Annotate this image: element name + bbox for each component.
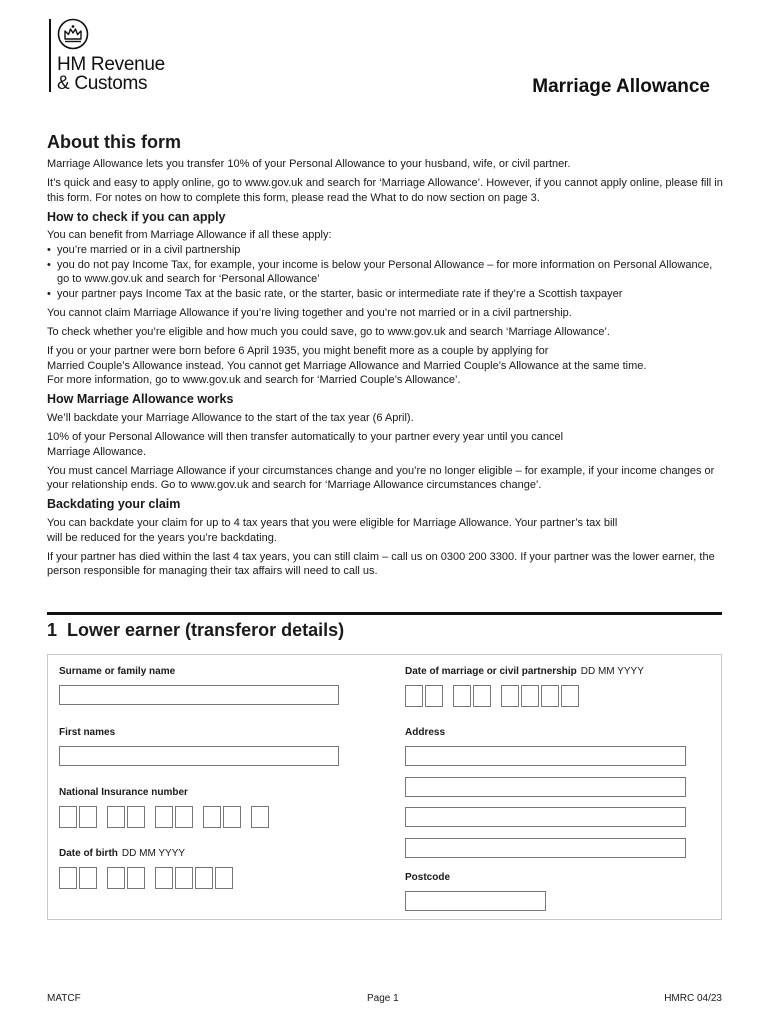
- check-savings: To check whether you’re eligible and how much you could save, go to www.gov.uk and search ‘Marriage Allowance’.: [47, 325, 610, 338]
- marriage-year-cell[interactable]: [561, 685, 579, 707]
- surname-input[interactable]: [59, 685, 339, 705]
- dob-label: [59, 848, 185, 859]
- nino-cell[interactable]: [203, 806, 221, 828]
- works-p3: You must cancel Marriage Allowance if your circumstances change and you’re no longer eligible – for example, if your income changes or your relationship ends. Go to www.gov.uk and search for ‘Marriage Allowance circumstances change’.: [47, 464, 715, 492]
- dob-year-cell[interactable]: [175, 867, 193, 889]
- backdating-p1: [47, 516, 727, 545]
- footer-page-number: Page 1: [367, 993, 399, 1004]
- dob-hint: DD MM YYYY: [121, 848, 186, 859]
- logo-rule: [49, 19, 51, 92]
- marriage-month-cell[interactable]: [453, 685, 471, 707]
- nino-input[interactable]: [59, 806, 269, 828]
- dob-month-cell[interactable]: [127, 867, 145, 889]
- logo-line-1: HM Revenue: [57, 54, 165, 75]
- nino-label: National Insurance number: [59, 787, 188, 798]
- check-intro: You can benefit from Marriage Allowance if all these apply:: [47, 229, 332, 242]
- backdating-p1-line-2: will be reduced for the years you’re backdating.: [47, 531, 277, 544]
- marriage-year-cell[interactable]: [501, 685, 519, 707]
- marriage-day-cell[interactable]: [405, 685, 423, 707]
- about-p1: Marriage Allowance lets you transfer 10% of your Personal Allowance to your husband, wife, or civil partner.: [47, 158, 571, 170]
- backdating-heading: Backdating your claim: [47, 497, 181, 512]
- royal-crown-icon: [57, 18, 89, 50]
- first-names-label: First names: [59, 727, 116, 738]
- marriage-date-input[interactable]: [405, 685, 579, 707]
- postcode-input[interactable]: [405, 891, 546, 911]
- dob-label-text: Date of birth: [59, 848, 118, 859]
- nino-cell[interactable]: [175, 806, 193, 828]
- address-line-4-input[interactable]: [405, 838, 686, 858]
- nino-cell[interactable]: [107, 806, 125, 828]
- nino-cell[interactable]: [155, 806, 173, 828]
- list-item: • your partner pays Income Tax at the basic rate, or the starter, basic or intermediate rate if they’re a Scottish taxpayer: [47, 287, 727, 302]
- works-p1: We’ll backdate your Marriage Allowance to the start of the tax year (6 April).: [47, 411, 414, 424]
- about-p2: It’s quick and easy to apply online, go to www.gov.uk and search for ‘Marriage Allowance’. However, if you cannot apply online, please fill in this form. For notes on how to complete this form, please read the What to do now section on page 3.: [47, 177, 723, 204]
- check-heading: How to check if you can apply: [47, 209, 226, 224]
- marriage-date-label-text: Date of marriage or civil partnership: [405, 666, 577, 677]
- hmrc-logo-text: [57, 55, 165, 93]
- nino-suffix-cell[interactable]: [251, 806, 269, 828]
- surname-label: Surname or family name: [59, 666, 176, 677]
- nino-cell[interactable]: [223, 806, 241, 828]
- footer-form-code: MATCF: [47, 993, 81, 1004]
- eligibility-list: [47, 243, 727, 301]
- section-number: 1: [47, 620, 58, 640]
- nino-cell[interactable]: [59, 806, 77, 828]
- address-line-1-input[interactable]: [405, 746, 686, 766]
- list-item: • you do not pay Income Tax, for example, your income is below your Personal Allowance – for more information on Personal Allowance, go to www.gov.uk and search for ‘Personal Allowance’: [47, 258, 727, 287]
- dob-input[interactable]: [59, 867, 233, 889]
- works-heading: How Marriage Allowance works: [47, 392, 234, 407]
- form-title: Marriage Allowance: [532, 76, 710, 97]
- nino-cell[interactable]: [127, 806, 145, 828]
- address-label: Address: [405, 727, 446, 738]
- born-line-2: Married Couple’s Allowance instead. You cannot get Marriage Allowance and Married Couple’s Allowance at the same time.: [47, 359, 647, 372]
- marriage-year-cell[interactable]: [541, 685, 559, 707]
- postcode-label: Postcode: [405, 872, 451, 883]
- marriage-day-cell[interactable]: [425, 685, 443, 707]
- nino-cell[interactable]: [79, 806, 97, 828]
- marriage-date-hint: DD MM YYYY: [580, 666, 644, 677]
- dob-year-cell[interactable]: [195, 867, 213, 889]
- works-p2: [47, 430, 727, 459]
- marriage-date-label: [405, 666, 644, 677]
- footer-version: HMRC 04/23: [664, 993, 722, 1004]
- section-1-title: [47, 620, 344, 641]
- address-line-3-input[interactable]: [405, 807, 686, 827]
- dob-day-cell[interactable]: [59, 867, 77, 889]
- section-divider: [47, 612, 722, 615]
- address-line-2-input[interactable]: [405, 777, 686, 797]
- about-heading: About this form: [47, 132, 181, 152]
- works-p2-line-2: Marriage Allowance.: [47, 445, 147, 458]
- first-names-input[interactable]: [59, 746, 339, 766]
- dob-year-cell[interactable]: [155, 867, 173, 889]
- section-title-text: Lower earner (transferor details): [67, 620, 345, 640]
- check-cannot: You cannot claim Marriage Allowance if you’re living together and you’re not married or in a civil partnership.: [47, 306, 572, 319]
- dob-day-cell[interactable]: [79, 867, 97, 889]
- dob-month-cell[interactable]: [107, 867, 125, 889]
- born-line-3: For more information, go to www.gov.uk and search for ‘Married Couple’s Allowance’.: [47, 374, 461, 387]
- marriage-month-cell[interactable]: [473, 685, 491, 707]
- works-p2-line-1: 10% of your Personal Allowance will then transfer automatically to your partner every year until you cancel: [47, 431, 564, 443]
- born-line-1: If you or your partner were born before 6 April 1935, you might benefit more as a couple by applying for: [47, 345, 549, 358]
- backdating-p2: If your partner has died within the last 4 tax years, you can still claim – call us on 0300 200 3300. If your partner was the lower earner, the person responsible for managing their tax affairs will need to call us.: [47, 550, 715, 578]
- check-born-before: [47, 344, 727, 388]
- backdating-p1-line-1: You can backdate your claim for up to 4 tax years that you were eligible for Marriage Allowance. Your partner’s tax bill: [47, 516, 618, 529]
- about-content: [47, 157, 727, 583]
- list-item: • you’re married or in a civil partnership: [47, 243, 727, 258]
- marriage-year-cell[interactable]: [521, 685, 539, 707]
- dob-year-cell[interactable]: [215, 867, 233, 889]
- logo-line-2: & Customs: [57, 73, 148, 94]
